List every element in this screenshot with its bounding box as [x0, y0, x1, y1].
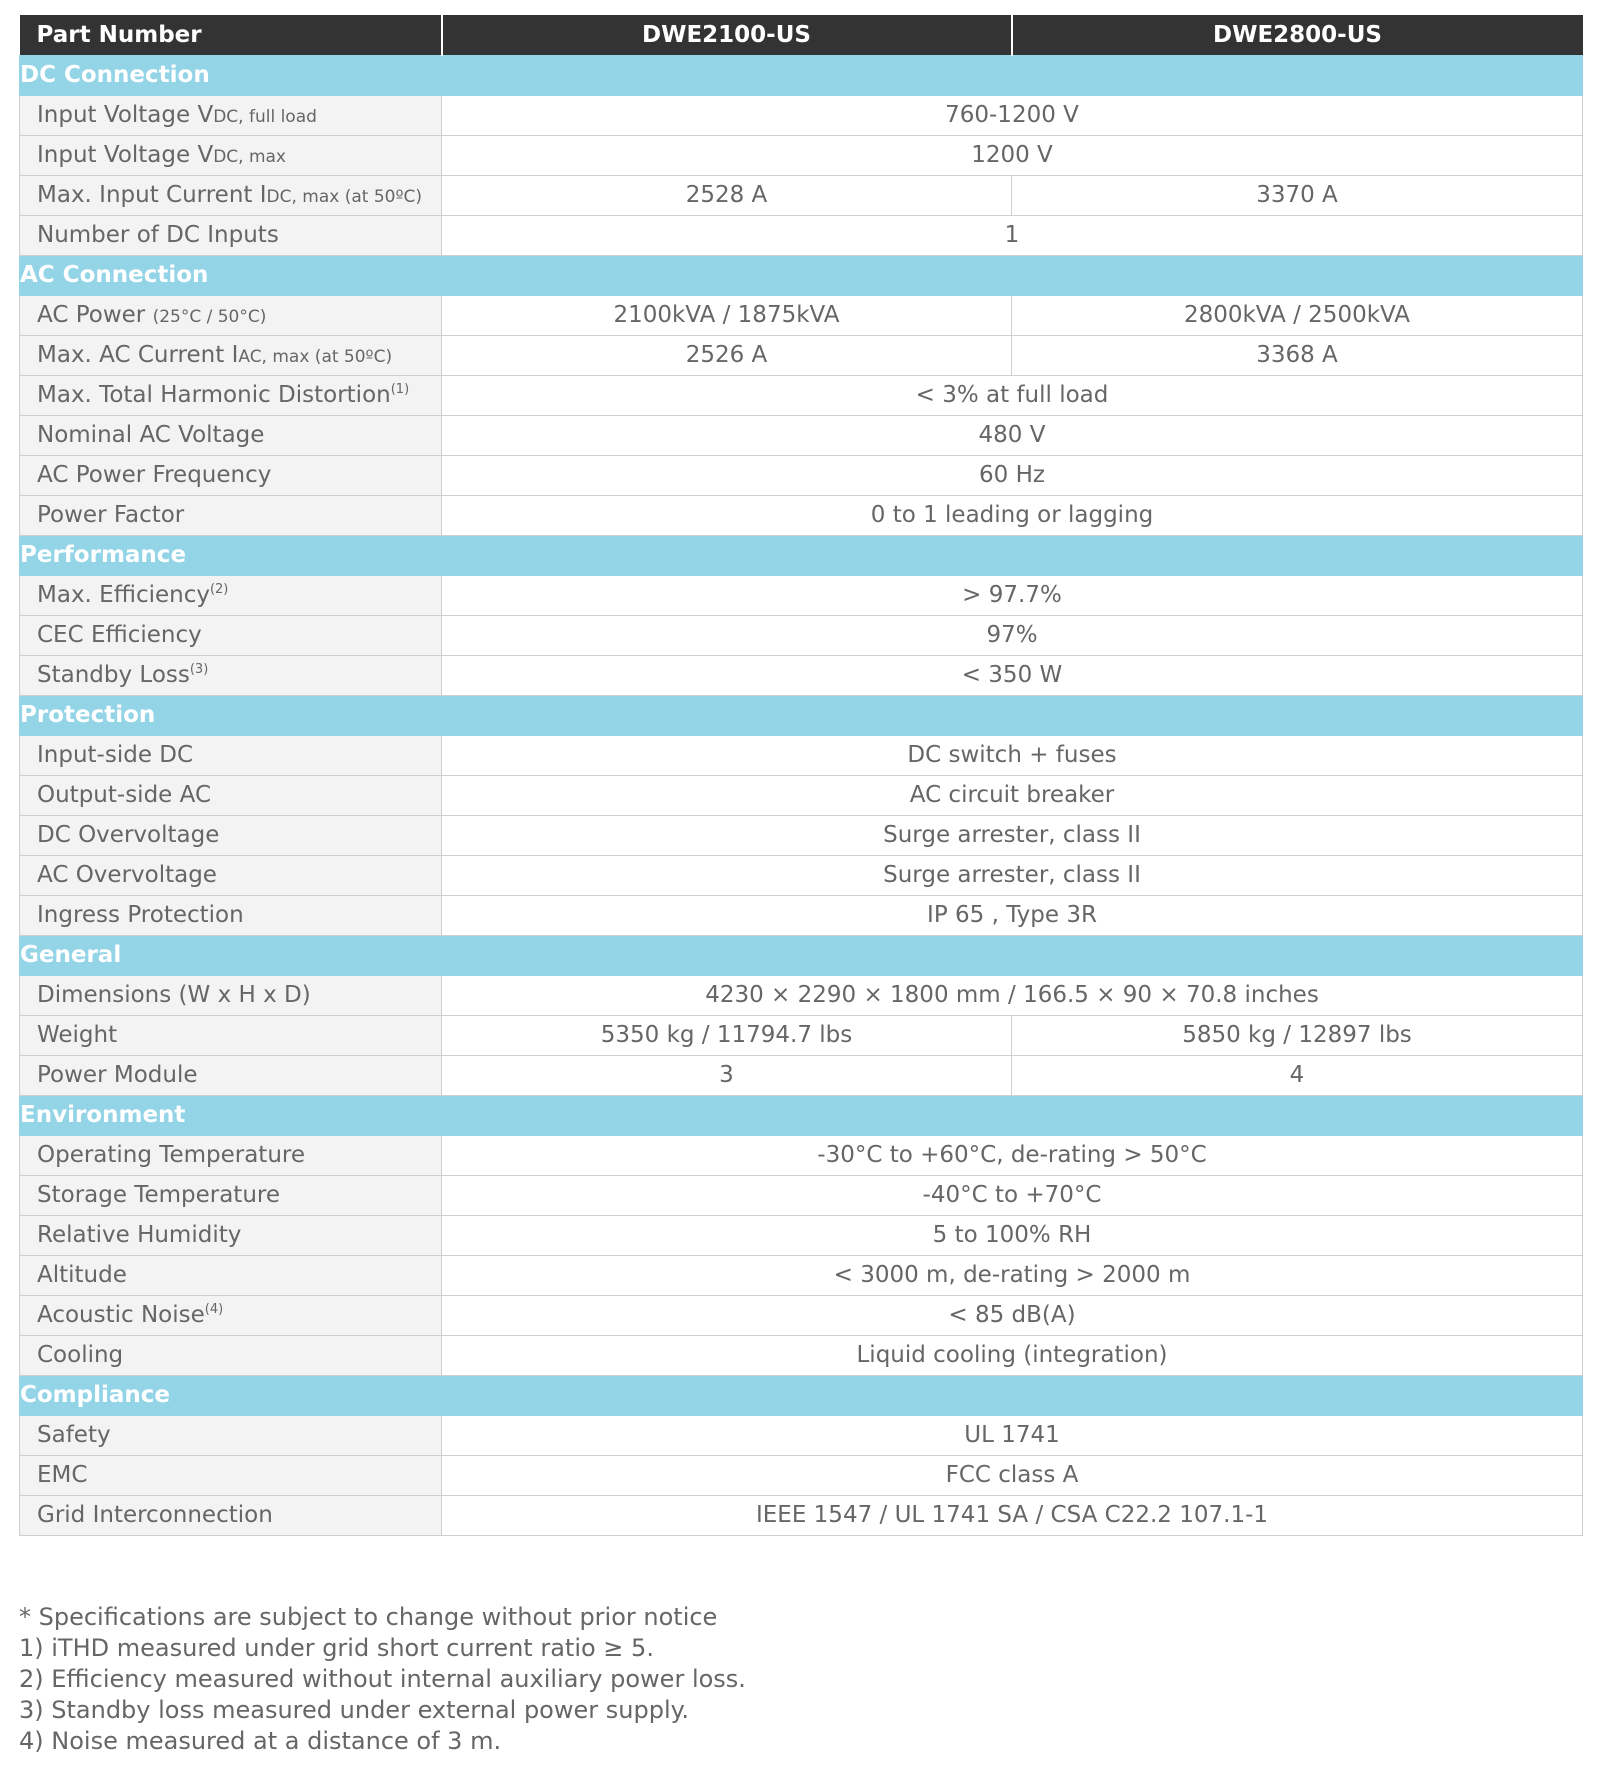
table-row	[20, 775, 1583, 815]
row-value: 5 to 100% RH	[442, 1215, 1583, 1255]
row-label: Dimensions (W x H x D)	[20, 975, 442, 1015]
table-row	[20, 95, 1583, 135]
table-row	[20, 895, 1583, 935]
table-row	[20, 735, 1583, 775]
row-label: Max. Total Harmonic Distortion$^{(1)}$	[20, 375, 442, 415]
row-label: EMC	[20, 1455, 442, 1495]
row-value: IP 65 , Type 3R	[442, 895, 1583, 935]
section-performance	[20, 535, 1583, 575]
table-row	[20, 335, 1583, 375]
table-row	[20, 615, 1583, 655]
row-value: AC circuit breaker	[442, 775, 1583, 815]
row-value: 0 to 1 leading or lagging	[442, 495, 1583, 535]
section-title: Performance	[20, 535, 1583, 575]
section-title: Environment	[20, 1095, 1583, 1135]
table-row	[20, 375, 1583, 415]
table-row	[20, 1135, 1583, 1175]
row-label: Max. Input Current IDC, max (at 50ºC)	[20, 175, 442, 215]
row-value: 480 V	[442, 415, 1583, 455]
row-label: AC Overvoltage	[20, 855, 442, 895]
table-row	[20, 495, 1583, 535]
row-value: Liquid cooling (integration)	[442, 1335, 1583, 1375]
row-label: Altitude	[20, 1255, 442, 1295]
model-b-header: DWE2800-US	[1012, 15, 1583, 55]
row-label: Output-side AC	[20, 775, 442, 815]
row-label: Max. AC Current IAC, max (at 50ºC)	[20, 335, 442, 375]
section-environment	[20, 1095, 1583, 1135]
row-value-model-a: 2100kVA / 1875kVA	[442, 295, 1012, 335]
footnotes	[19, 1602, 1582, 1757]
section-title: DC Connection	[20, 55, 1583, 95]
row-label: Acoustic Noise$^{(4)}$	[20, 1295, 442, 1335]
spec-table	[19, 15, 1583, 1536]
row-label: AC Power (25°C / 50°C)	[20, 295, 442, 335]
row-value: 4230 × 2290 × 1800 mm / 166.5 × 90 × 70.8 inches	[442, 975, 1583, 1015]
row-value-model-a: 2528 A	[442, 175, 1012, 215]
section-title: General	[20, 935, 1583, 975]
row-label: Max. Efficiency$^{(2)}$	[20, 575, 442, 615]
table-row	[20, 1255, 1583, 1295]
table-row	[20, 1495, 1583, 1535]
footnote: 2) Efficiency measured without internal auxiliary power loss.	[19, 1665, 746, 1693]
row-value: FCC class A	[442, 1455, 1583, 1495]
row-value: Surge arrester, class II	[442, 855, 1583, 895]
table-row	[20, 855, 1583, 895]
row-value-model-b: 5850 kg / 12897 lbs	[1012, 1015, 1583, 1055]
row-value: < 3% at full load	[442, 375, 1583, 415]
row-label: Cooling	[20, 1335, 442, 1375]
footnote: 4) Noise measured at a distance of 3 m.	[19, 1727, 502, 1755]
footnote: * Specifications are subject to change without prior notice	[19, 1603, 718, 1631]
table-row	[20, 295, 1583, 335]
spec-table-container	[19, 15, 1582, 1536]
row-value: 1	[442, 215, 1583, 255]
row-value-model-a: 5350 kg / 11794.7 lbs	[442, 1015, 1012, 1055]
table-row	[20, 415, 1583, 455]
section-title: Protection	[20, 695, 1583, 735]
section-dc-connection	[20, 55, 1583, 95]
row-value: -40°C to +70°C	[442, 1175, 1583, 1215]
row-value: 1200 V	[442, 135, 1583, 175]
table-row	[20, 815, 1583, 855]
row-value: > 97.7%	[442, 575, 1583, 615]
row-value: < 3000 m, de-rating > 2000 m	[442, 1255, 1583, 1295]
part-number-header: Part Number	[20, 15, 442, 55]
row-label: Grid Interconnection	[20, 1495, 442, 1535]
section-compliance	[20, 1375, 1583, 1415]
table-row	[20, 655, 1583, 695]
row-label: Power Module	[20, 1055, 442, 1095]
table-row	[20, 1015, 1583, 1055]
section-ac-connection	[20, 255, 1583, 295]
table-row	[20, 1215, 1583, 1255]
row-value: < 85 dB(A)	[442, 1295, 1583, 1335]
row-value: IEEE 1547 / UL 1741 SA / CSA C22.2 107.1-1	[442, 1495, 1583, 1535]
table-row	[20, 1415, 1583, 1455]
row-label: Input Voltage VDC, max	[20, 135, 442, 175]
row-value: UL 1741	[442, 1415, 1583, 1455]
row-label: Input-side DC	[20, 735, 442, 775]
row-label: CEC Efficiency	[20, 615, 442, 655]
row-label: Storage Temperature	[20, 1175, 442, 1215]
row-value-model-a: 2526 A	[442, 335, 1012, 375]
table-row	[20, 215, 1583, 255]
row-value: Surge arrester, class II	[442, 815, 1583, 855]
row-value: 97%	[442, 615, 1583, 655]
row-label: Relative Humidity	[20, 1215, 442, 1255]
footnote: 1) iTHD measured under grid short current ratio ≥ 5.	[19, 1634, 654, 1662]
header-row	[20, 15, 1583, 55]
table-row	[20, 1295, 1583, 1335]
section-title: AC Connection	[20, 255, 1583, 295]
model-a-header: DWE2100-US	[442, 15, 1012, 55]
row-label: Nominal AC Voltage	[20, 415, 442, 455]
row-value-model-b: 3370 A	[1012, 175, 1583, 215]
row-value: 760-1200 V	[442, 95, 1583, 135]
row-value: DC switch + fuses	[442, 735, 1583, 775]
table-row	[20, 1455, 1583, 1495]
table-row	[20, 1175, 1583, 1215]
row-label: Number of DC Inputs	[20, 215, 442, 255]
row-label: Standby Loss$^{(3)}$	[20, 655, 442, 695]
table-row	[20, 575, 1583, 615]
row-value-model-a: 3	[442, 1055, 1012, 1095]
footnote: 3) Standby loss measured under external power supply.	[19, 1696, 690, 1724]
row-label: Operating Temperature	[20, 1135, 442, 1175]
table-row	[20, 1335, 1583, 1375]
row-value: 60 Hz	[442, 455, 1583, 495]
row-label: AC Power Frequency	[20, 455, 442, 495]
table-row	[20, 975, 1583, 1015]
row-label: Weight	[20, 1015, 442, 1055]
table-row	[20, 1055, 1583, 1095]
row-label: Input Voltage VDC, full load	[20, 95, 442, 135]
row-value-model-b: 3368 A	[1012, 335, 1583, 375]
row-label: Power Factor	[20, 495, 442, 535]
section-title: Compliance	[20, 1375, 1583, 1415]
row-value-model-b: 2800kVA / 2500kVA	[1012, 295, 1583, 335]
row-value-model-b: 4	[1012, 1055, 1583, 1095]
row-label: Ingress Protection	[20, 895, 442, 935]
table-row	[20, 175, 1583, 215]
row-label: Safety	[20, 1415, 442, 1455]
table-row	[20, 455, 1583, 495]
row-value: -30°C to +60°C, de-rating > 50°C	[442, 1135, 1583, 1175]
row-value: < 350 W	[442, 655, 1583, 695]
row-label: DC Overvoltage	[20, 815, 442, 855]
table-row	[20, 135, 1583, 175]
section-general	[20, 935, 1583, 975]
section-protection	[20, 695, 1583, 735]
